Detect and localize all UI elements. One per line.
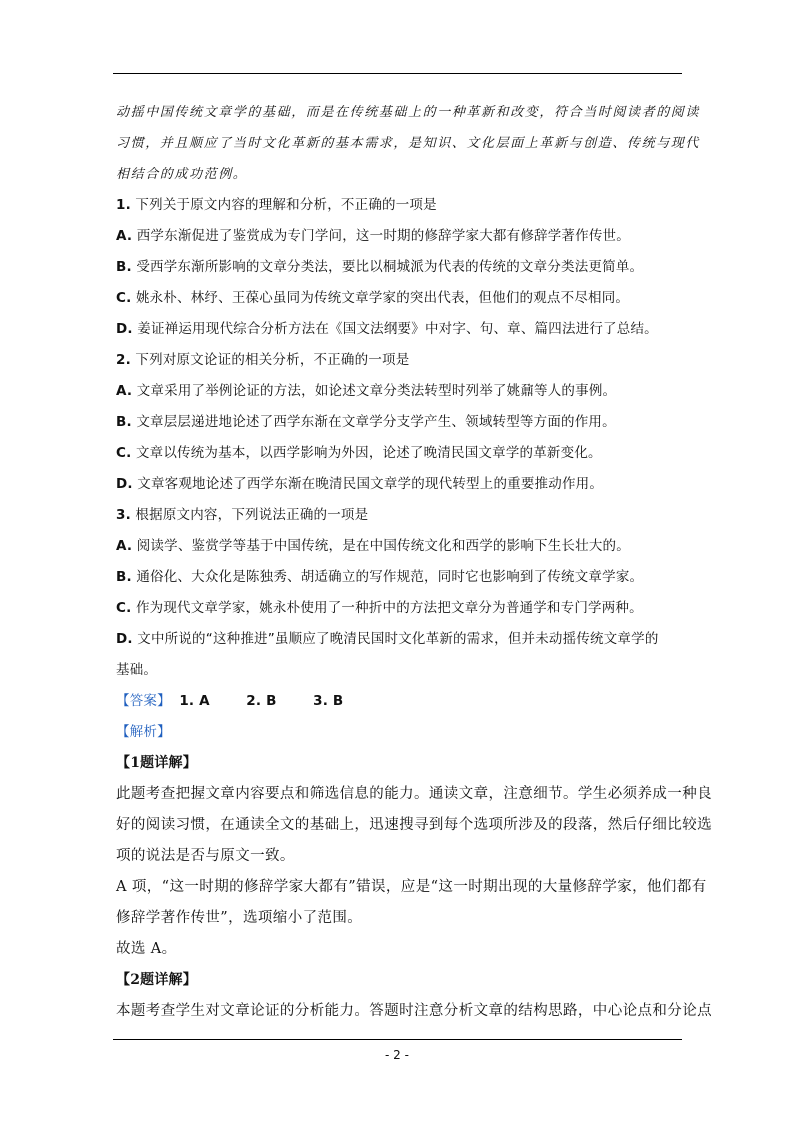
- option-d: [116, 469, 682, 500]
- option-text: 文章层层递进地论述了西学东渐在文章学分支学产生、领域转型等方面的作用。: [136, 414, 616, 430]
- answer-item: 2. B: [246, 693, 277, 709]
- detail-2: [116, 965, 712, 1027]
- option-c: [116, 593, 682, 624]
- option-b: [116, 252, 682, 283]
- intro-line: 动摇中国传统文章学的基础，而是在传统基础上的一种革新和改变，符合当时阅读者的阅读: [116, 105, 701, 120]
- option-c: [116, 438, 682, 469]
- page-number: - 2 -: [385, 1048, 409, 1062]
- intro-paragraph: [116, 97, 701, 190]
- option-text: 作为现代文章学家，姚永朴使用了一种折中的方法把文章分为普通学和专门学两种。: [135, 600, 643, 616]
- option-letter: B.: [116, 569, 132, 585]
- detail-line: 修辞学著作传世”，选项缩小了范围。: [116, 910, 363, 926]
- option-d: [116, 314, 682, 345]
- option-text: 阅读学、鉴赏学等基于中国传统，是在中国传统文化和西学的影响下生长壮大的。: [136, 538, 630, 554]
- question-number: 3.: [116, 507, 131, 523]
- page-content: [116, 97, 712, 1027]
- detail-line: 项的说法是否与原文一致。: [116, 848, 295, 864]
- option-letter: C.: [116, 600, 132, 616]
- option-d-continuation: 基础。: [116, 662, 158, 678]
- answer-item: 3. B: [313, 693, 344, 709]
- option-letter: B.: [116, 259, 132, 275]
- question-1: [116, 190, 682, 345]
- option-text: 文章以传统为基本，以西学影响为外因，论述了晚清民国文章学的革新变化。: [135, 445, 602, 461]
- question-stem: [116, 345, 682, 376]
- question-number: 2.: [116, 352, 131, 368]
- detail-line: 好的阅读习惯，在通读全文的基础上，迅速搜寻到每个选项所涉及的段落，然后仔细比较选: [116, 817, 712, 833]
- option-text: 西学东渐促进了鉴赏成为专门学问，这一时期的修辞学家大都有修辞学著作传世。: [136, 228, 630, 244]
- option-text: 文中所说的“这种推进”虽顺应了晚清民国时文化革新的需求，但并未动摇传统文章学的: [137, 631, 659, 647]
- option-letter: C.: [116, 445, 132, 461]
- option-b: [116, 407, 682, 438]
- option-text: 受西学东渐所影响的文章分类法，要比以桐城派为代表的传统的文章分类法更简单。: [136, 259, 644, 275]
- question-3: [116, 500, 682, 686]
- option-text: 文章客观地论述了西学东渐在晚清民国文章学的现代转型上的重要推动作用。: [137, 476, 604, 492]
- detail-title: 【2题详解】: [116, 972, 197, 988]
- option-letter: D.: [116, 321, 133, 337]
- option-letter: B.: [116, 414, 132, 430]
- option-a: [116, 221, 682, 252]
- option-text: 文章采用了举例论证的方法，如论述文章分类法转型时列举了姚鼐等人的事例。: [136, 383, 617, 399]
- question-stem: [116, 190, 682, 221]
- detail-line: A 项，“这一时期的修辞学家大都有”错误，应是“这一时期出现的大量修辞学家，他们都有: [116, 879, 707, 895]
- option-letter: A.: [116, 383, 133, 399]
- option-letter: C.: [116, 290, 132, 306]
- answer-row: [116, 686, 682, 717]
- option-letter: D.: [116, 631, 133, 647]
- detail-1: [116, 748, 712, 965]
- intro-line: 相结合的成功范例。: [116, 167, 248, 182]
- option-text: 通俗化、大众化是陈独秀、胡适确立的写作规范，同时它也影响到了传统文章学家。: [136, 569, 644, 585]
- option-text: 姜证禅运用现代综合分析方法在《国文法纲要》中对字、句、章、篇四法进行了总结。: [137, 321, 658, 337]
- question-2: [116, 345, 682, 500]
- option-text: 姚永朴、林纾、王葆心虽同为传统文章学家的突出代表，但他们的观点不尽相同。: [135, 290, 630, 306]
- option-a: [116, 531, 682, 562]
- header-rule: [113, 73, 682, 74]
- option-a: [116, 376, 682, 407]
- answer-label: 【答案】: [116, 693, 171, 709]
- detail-line: 故选 A。: [116, 941, 177, 957]
- question-stem: [116, 500, 682, 531]
- footer-rule: [113, 1039, 682, 1040]
- question-number: 1.: [116, 197, 131, 213]
- question-text: 根据原文内容，下列说法正确的一项是: [135, 507, 369, 523]
- intro-line: 习惯，并且顺应了当时文化革新的基本需求，是知识、文化层面上革新与创造、传统与现代: [116, 136, 701, 151]
- answer-item: 1. A: [179, 693, 210, 709]
- option-letter: A.: [116, 228, 133, 244]
- question-text: 下列对原文论证的相关分析，不正确的一项是: [135, 352, 410, 368]
- analysis-label: 【解析】: [116, 724, 171, 740]
- option-letter: A.: [116, 538, 133, 554]
- option-letter: D.: [116, 476, 133, 492]
- detail-line: 本题考查学生对文章论证的分析能力。答题时注意分析文章的结构思路，中心论点和分论点: [116, 1003, 712, 1019]
- option-c: [116, 283, 682, 314]
- question-text: 下列关于原文内容的理解和分析，不正确的一项是: [135, 197, 437, 213]
- option-d: [116, 624, 682, 655]
- detail-line: 此题考查把握文章内容要点和筛选信息的能力。通读文章，注意细节。学生必须养成一种良: [116, 786, 712, 802]
- option-b: [116, 562, 682, 593]
- detail-title: 【1题详解】: [116, 755, 197, 771]
